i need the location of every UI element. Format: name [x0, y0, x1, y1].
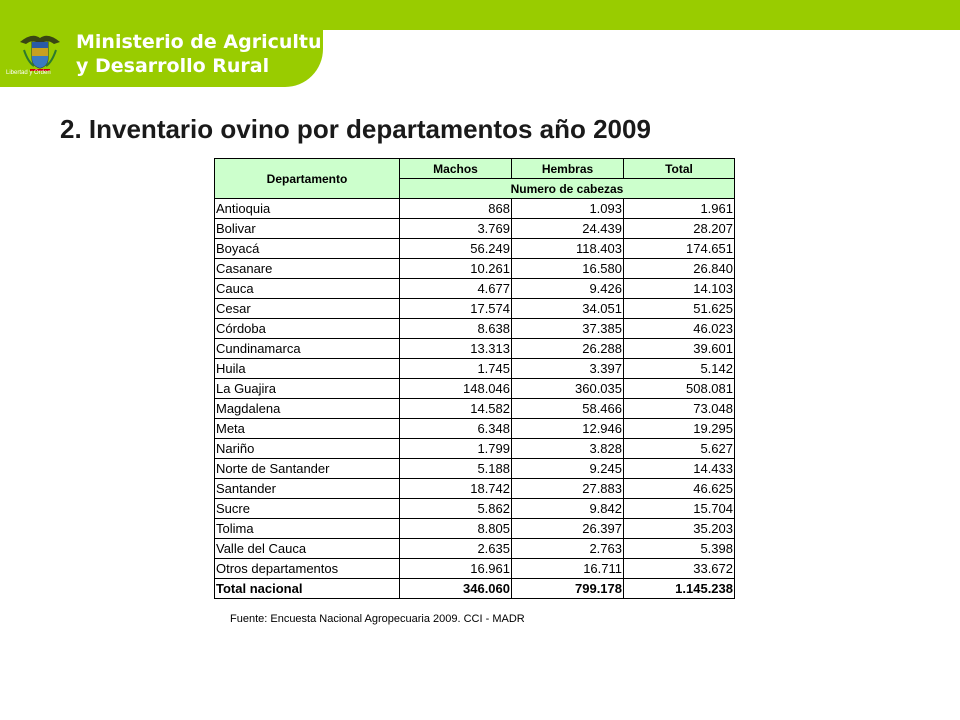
- cell-total: 15.704: [624, 499, 735, 519]
- cell-hembras: 1.093: [512, 199, 624, 219]
- ministry-line2: y Desarrollo Rural: [76, 55, 270, 77]
- cell-machos: 1.799: [400, 439, 512, 459]
- header-total: Total: [624, 159, 735, 179]
- cell-departamento: Huila: [215, 359, 400, 379]
- cell-total: 33.672: [624, 559, 735, 579]
- page-title: 2. Inventario ovino por departamentos año 2009: [60, 114, 651, 144]
- cell-hembras: 3.828: [512, 439, 624, 459]
- table-row: [215, 459, 735, 479]
- inventory-table: [214, 158, 735, 599]
- cell-total: 19.295: [624, 419, 735, 439]
- cell-machos: 868: [400, 199, 512, 219]
- cell-total: 46.625: [624, 479, 735, 499]
- cell-hembras: 26.288: [512, 339, 624, 359]
- cell-hembras: 9.245: [512, 459, 624, 479]
- cell-departamento: Tolima: [215, 519, 400, 539]
- table-row: [215, 499, 735, 519]
- cell-hembras: 9.426: [512, 279, 624, 299]
- cell-machos: 6.348: [400, 419, 512, 439]
- header-numero-de-cabezas: Numero de cabezas: [400, 179, 735, 199]
- cell-hembras: 34.051: [512, 299, 624, 319]
- table-row: [215, 199, 735, 219]
- cell-machos: 4.677: [400, 279, 512, 299]
- cell-departamento: La Guajira: [215, 379, 400, 399]
- cell-machos: 8.638: [400, 319, 512, 339]
- table-row: [215, 239, 735, 259]
- cell-departamento: Norte de Santander: [215, 459, 400, 479]
- cell-departamento: Bolivar: [215, 219, 400, 239]
- cell-machos: 8.805: [400, 519, 512, 539]
- cell-departamento: Meta: [215, 419, 400, 439]
- cell-total: 51.625: [624, 299, 735, 319]
- cell-total: 174.651: [624, 239, 735, 259]
- cell-departamento: Cesar: [215, 299, 400, 319]
- cell-machos: 10.261: [400, 259, 512, 279]
- cell-departamento: Cundinamarca: [215, 339, 400, 359]
- cell-machos: 56.249: [400, 239, 512, 259]
- ministry-name: [76, 30, 344, 78]
- table-row: [215, 339, 735, 359]
- logo-motto: Libertad y Orden: [6, 70, 51, 76]
- table-row: [215, 319, 735, 339]
- header-departamento: Departamento: [215, 159, 400, 199]
- total-row: [215, 579, 735, 599]
- cell-hembras: 9.842: [512, 499, 624, 519]
- cell-hembras: 24.439: [512, 219, 624, 239]
- cell-departamento: Cauca: [215, 279, 400, 299]
- cell-machos: 346.060: [400, 579, 512, 599]
- cell-total: 35.203: [624, 519, 735, 539]
- cell-hembras: 16.580: [512, 259, 624, 279]
- table-row: [215, 399, 735, 419]
- cell-departamento: Sucre: [215, 499, 400, 519]
- header-bar: [0, 0, 960, 30]
- table-row: [215, 299, 735, 319]
- cell-hembras: 12.946: [512, 419, 624, 439]
- cell-total: 14.103: [624, 279, 735, 299]
- cell-hembras: 3.397: [512, 359, 624, 379]
- cell-hembras: 26.397: [512, 519, 624, 539]
- cell-machos: 3.769: [400, 219, 512, 239]
- cell-machos: 17.574: [400, 299, 512, 319]
- table-row: [215, 439, 735, 459]
- cell-total: 39.601: [624, 339, 735, 359]
- cell-departamento: Valle del Cauca: [215, 539, 400, 559]
- cell-hembras: 118.403: [512, 239, 624, 259]
- cell-hembras: 799.178: [512, 579, 624, 599]
- cell-hembras: 360.035: [512, 379, 624, 399]
- cell-hembras: 27.883: [512, 479, 624, 499]
- table-row: [215, 359, 735, 379]
- cell-departamento: Casanare: [215, 259, 400, 279]
- cell-total: 5.142: [624, 359, 735, 379]
- cell-total: 73.048: [624, 399, 735, 419]
- table-row: [215, 219, 735, 239]
- table-row: [215, 559, 735, 579]
- ministry-line1: Ministerio de Agricultura: [76, 31, 344, 53]
- table-row: [215, 479, 735, 499]
- cell-departamento: Otros departamentos: [215, 559, 400, 579]
- cell-total: 508.081: [624, 379, 735, 399]
- cell-machos: 14.582: [400, 399, 512, 419]
- cell-machos: 5.862: [400, 499, 512, 519]
- header-machos: Machos: [400, 159, 512, 179]
- cell-machos: 1.745: [400, 359, 512, 379]
- cell-hembras: 2.763: [512, 539, 624, 559]
- cell-total: 5.627: [624, 439, 735, 459]
- cell-machos: 16.961: [400, 559, 512, 579]
- cell-machos: 18.742: [400, 479, 512, 499]
- table-row: [215, 259, 735, 279]
- cell-departamento: Magdalena: [215, 399, 400, 419]
- cell-departamento: Boyacá: [215, 239, 400, 259]
- cell-total: 26.840: [624, 259, 735, 279]
- header-hembras: Hembras: [512, 159, 624, 179]
- cell-machos: 13.313: [400, 339, 512, 359]
- cell-machos: 2.635: [400, 539, 512, 559]
- cell-total: 5.398: [624, 539, 735, 559]
- table-body: [215, 199, 735, 599]
- table-row: [215, 519, 735, 539]
- table-row: [215, 279, 735, 299]
- cell-hembras: 58.466: [512, 399, 624, 419]
- cell-total: 28.207: [624, 219, 735, 239]
- cell-machos: 148.046: [400, 379, 512, 399]
- cell-departamento: Santander: [215, 479, 400, 499]
- cell-hembras: 37.385: [512, 319, 624, 339]
- cell-machos: 5.188: [400, 459, 512, 479]
- cell-departamento: Antioquia: [215, 199, 400, 219]
- cell-departamento: Total nacional: [215, 579, 400, 599]
- cell-hembras: 16.711: [512, 559, 624, 579]
- cell-departamento: Córdoba: [215, 319, 400, 339]
- cell-total: 46.023: [624, 319, 735, 339]
- table-row: [215, 379, 735, 399]
- cell-departamento: Nariño: [215, 439, 400, 459]
- cell-total: 1.145.238: [624, 579, 735, 599]
- cell-total: 1.961: [624, 199, 735, 219]
- source-note: Fuente: Encuesta Nacional Agropecuaria 2009. CCI - MADR: [230, 613, 525, 625]
- table-row: [215, 539, 735, 559]
- table-row: [215, 419, 735, 439]
- cell-total: 14.433: [624, 459, 735, 479]
